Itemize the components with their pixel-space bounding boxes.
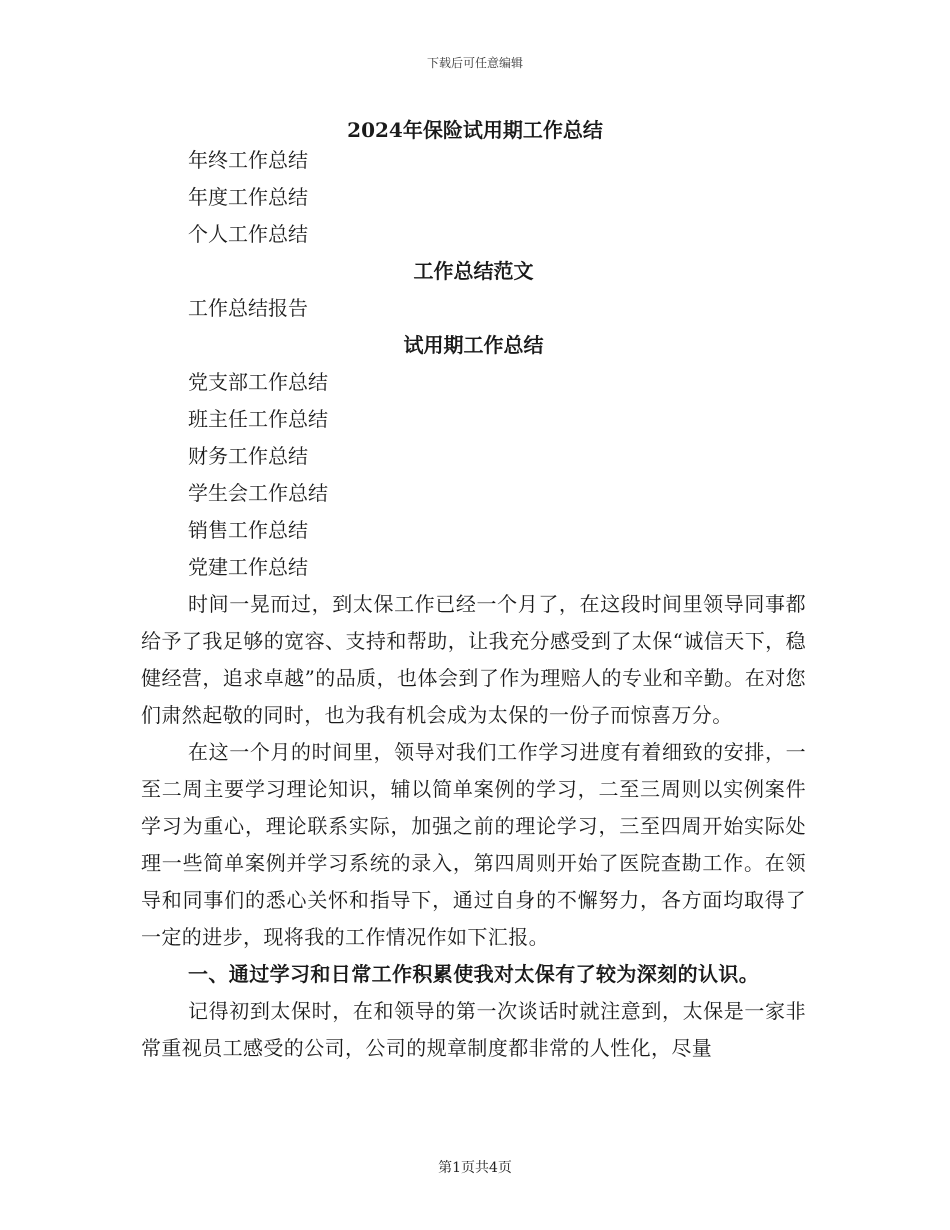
section-title[interactable]: 工作总结范文: [413, 259, 534, 283]
document-title: 2024年保险试用期工作总结: [347, 118, 603, 142]
link-item[interactable]: 学生会工作总结: [188, 481, 328, 505]
link-item[interactable]: 年终工作总结: [188, 148, 308, 172]
link-item[interactable]: 年度工作总结: [188, 185, 308, 209]
body-paragraph: 记得初到太保时，在和领导的第一次谈话时就注意到，太保是一家非常重视员工感受的公司，公司的规章制度都非常的人性化，尽量: [141, 999, 806, 1060]
body-paragraph: 在这一个月的时间里，领导对我们工作学习进度有着细致的安排，一至二周主要学习理论知识，辅以简单案例的学习，二至三周则以实例案件学习为重心，理论联系实际，加强之前的理论学习，三至四周开始实际处理一些简单案例并学习系统的录入，第四周则开始了医院查勘工作。在领导和同事们的悉心关怀和指导下，通过自身的不懈努力，各方面均取得了一定的进步，现将我的工作情况作如下汇报。: [141, 740, 806, 949]
section-title[interactable]: 试用期工作总结: [403, 333, 544, 357]
document-body: [141, 142, 806, 1067]
link-item[interactable]: 个人工作总结: [188, 222, 308, 246]
link-item[interactable]: 党建工作总结: [188, 555, 308, 579]
page-footer: 第1页共4页: [438, 1160, 512, 1176]
link-item[interactable]: 工作总结报告: [188, 296, 308, 320]
link-item[interactable]: 班主任工作总结: [188, 407, 328, 431]
page-header: 下载后可任意编辑: [426, 56, 523, 70]
link-item[interactable]: 销售工作总结: [188, 518, 308, 542]
link-item[interactable]: 财务工作总结: [188, 444, 308, 468]
section-heading: 一、通过学习和日常工作积累使我对太保有了较为深刻的认识。: [188, 962, 760, 986]
link-item[interactable]: 党支部工作总结: [188, 370, 328, 394]
body-paragraph: 时间一晃而过，到太保工作已经一个月了，在这段时间里领导同事都给予了我足够的宽容、支持和帮助，让我充分感受到了太保“诚信天下，稳健经营，追求卓越”的品质，也体会到了作为理赔人的专业和辛勤。在对您们肃然起敬的同时，也为我有机会成为太保的一份子而惊喜万分。: [141, 592, 806, 727]
